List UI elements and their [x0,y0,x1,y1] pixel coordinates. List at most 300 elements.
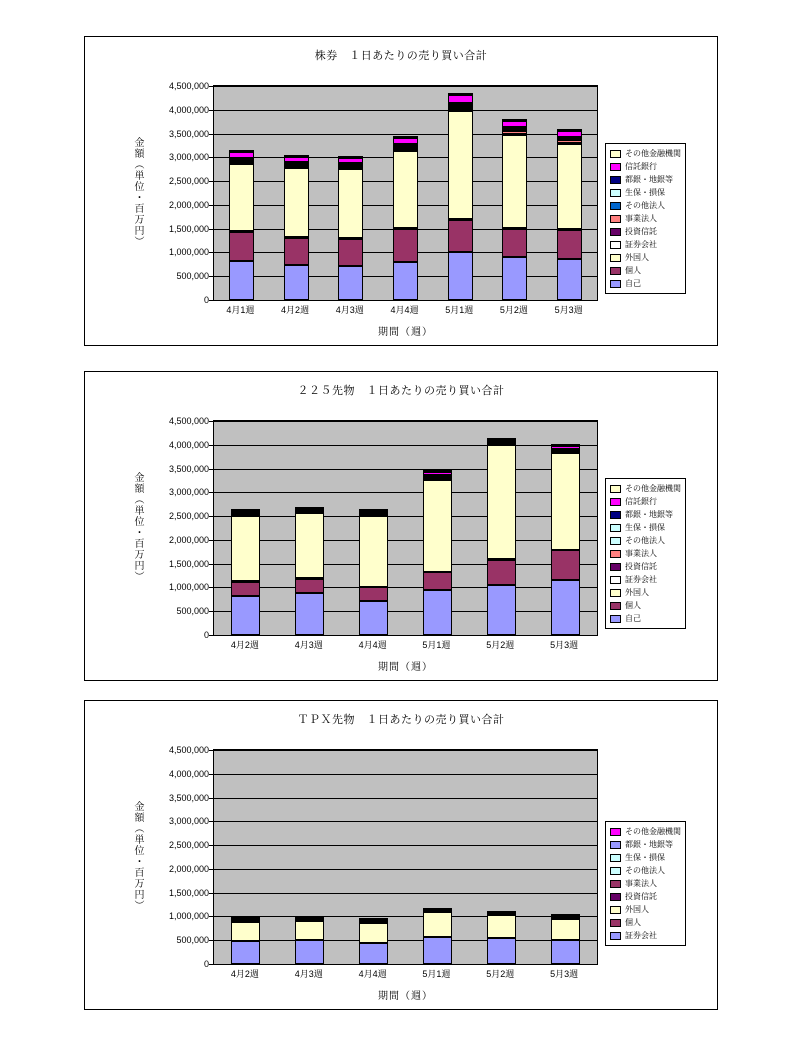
bar-segment [557,140,582,142]
y-axis-tick-label: 2,000,000 [168,199,209,210]
x-axis-label: 期間（週） [378,327,433,338]
legend-item [610,599,681,612]
y-axis-tick-mark [209,540,213,541]
legend-item [610,916,681,929]
legend-item [610,264,681,277]
bar-segment [551,580,580,635]
y-axis-tick-mark [209,205,213,206]
y-axis-tick-mark [209,421,213,422]
legend-label: 自己 [625,279,641,288]
legend-label: その他金融機関 [625,827,681,836]
bar-segment [231,509,260,511]
bar-segment [448,107,473,109]
legend-item [610,573,681,586]
y-axis-tick-mark [209,492,213,493]
x-axis-tick-label: 5月3週 [550,640,579,650]
bar-segment [551,919,580,940]
plot-area [213,420,598,636]
legend-label: 投資信託 [625,892,657,901]
legend-item [610,534,681,547]
x-axis-label: 期間（週） [378,662,433,673]
bar-segment [423,937,452,964]
legend-item [610,199,681,212]
grid-line [214,540,597,541]
legend-swatch [610,280,621,288]
legend-swatch [610,267,621,275]
bar-segment [338,239,363,266]
grid-line [214,774,597,775]
bar-segment [423,475,452,477]
grid-line [214,750,597,751]
chart-title: 株券 １日あたりの売り買い合計 [314,50,488,62]
legend-swatch [610,189,621,197]
bar-segment [423,908,452,910]
bar-segment [295,579,324,593]
bar-segment [231,917,260,919]
bar-segment [487,911,516,913]
legend-label: 外国人 [625,253,649,262]
legend-swatch [610,550,621,558]
legend-label: 個人 [625,601,641,610]
legend-item [610,864,681,877]
bar-segment [551,444,580,446]
bar-segment [393,229,418,262]
chart-legend [605,143,686,294]
legend-label: 事業法人 [625,549,657,558]
grid-line [214,445,597,446]
bar-segment [448,103,473,105]
bar-segment [487,560,516,585]
bar-segment [359,601,388,635]
y-axis-tick-label: 500,000 [176,606,209,617]
x-axis-ticks [213,303,598,319]
legend-swatch [610,854,621,862]
plot-area [213,749,598,965]
y-axis-tick-mark [209,774,213,775]
bar-segment [295,921,324,940]
bar-segment [551,940,580,964]
bar-segment [557,230,582,259]
y-axis-tick-mark [209,611,213,612]
bar-segment [551,446,580,449]
legend-swatch [610,498,621,506]
y-axis-tick-label: 3,500,000 [168,128,209,139]
y-axis-tick-label: 1,500,000 [168,887,209,898]
bar-segment [551,453,580,550]
bar-segment [231,596,260,635]
legend-swatch [610,841,621,849]
legend-item [610,521,681,534]
x-axis-tick-label: 5月3週 [554,305,583,315]
x-axis-tick-label: 4月1週 [226,305,255,315]
bar-segment [359,943,388,964]
grid-line [214,845,597,846]
bar-segment [295,507,324,509]
y-axis-tick-mark [209,964,213,965]
bar-segment [423,590,452,635]
bar-segment [284,265,309,300]
y-axis-ticks [145,416,209,640]
y-axis-tick-mark [209,276,213,277]
legend-swatch [610,202,621,210]
bar-segment [487,441,516,443]
legend-label: その他法人 [625,201,665,210]
y-axis-tick-label: 2,000,000 [168,863,209,874]
bar-segment [231,516,260,582]
bar-segment [393,138,418,144]
chart-title: ２２５先物 １日あたりの売り買い合計 [297,385,505,397]
bar-segment [423,472,452,475]
bar-segment [229,161,254,163]
x-axis-tick-label: 4月3週 [335,305,364,315]
y-axis-tick-mark [209,916,213,917]
legend-swatch [610,485,621,493]
legend-item [610,612,681,625]
bar-stack [359,421,388,635]
bar-segment [557,129,582,131]
x-axis-tick-label: 5月2週 [499,305,528,315]
y-axis-tick-mark [209,516,213,517]
legend-swatch [610,880,621,888]
grid-line [214,916,597,917]
x-axis-tick-label: 5月3週 [550,969,579,979]
bar-segment [557,144,582,229]
y-axis-tick-label: 1,000,000 [168,582,209,593]
legend-swatch [610,867,621,875]
y-axis-tick-label: 4,500,000 [168,745,209,755]
bar-segment [448,252,473,300]
x-axis-tick-label: 4月2週 [230,640,259,650]
y-axis-ticks [145,81,209,305]
bar-stack [295,421,324,635]
legend-label: 信託銀行 [625,497,657,506]
y-axis-tick-mark [209,821,213,822]
y-axis-tick-mark [209,86,213,87]
legend-label: 証券会社 [625,240,657,249]
bar-segment [502,135,527,228]
y-axis-tick-mark [209,798,213,799]
y-axis-tick-mark [209,134,213,135]
plot-area [213,85,598,301]
legend-swatch [610,906,621,914]
bar-segment [359,923,388,943]
legend-item [610,238,681,251]
bar-segment [338,156,363,158]
bar-stack [487,750,516,964]
legend-label: 個人 [625,918,641,927]
bar-stack [423,750,452,964]
y-axis-tick-mark [209,157,213,158]
bar-segment [448,93,473,95]
y-axis-tick-label: 3,000,000 [168,152,209,163]
legend-swatch [610,228,621,236]
bar-segment [295,940,324,964]
y-axis-tick-label: 4,500,000 [168,81,209,91]
bar-stack [551,421,580,635]
legend-swatch [610,828,621,836]
bar-segment [423,912,452,937]
x-axis-tick-label: 4月2週 [230,969,259,979]
bar-stack [231,750,260,964]
legend-label: その他法人 [625,536,665,545]
x-axis-tick-label: 4月2週 [281,305,310,315]
bar-stack [502,86,527,300]
legend-item [610,186,681,199]
bar-segment [551,550,580,579]
legend-item [610,838,681,851]
bar-segment [487,938,516,964]
legend-swatch [610,563,621,571]
y-axis-tick-mark [209,469,213,470]
legend-label: その他金融機関 [625,484,681,493]
bar-segment [284,238,309,265]
legend-swatch [610,615,621,623]
chart-title: ＴＰＸ先物 １日あたりの売り買い合計 [297,714,505,726]
x-axis-tick-label: 5月2週 [486,969,515,979]
legend-item [610,851,681,864]
legend-label: 信託銀行 [625,162,657,171]
legend-item [610,890,681,903]
y-axis-tick-label: 2,500,000 [168,511,209,522]
bar-segment [229,152,254,157]
legend-label: 事業法人 [625,214,657,223]
y-axis-tick-label: 3,500,000 [168,463,209,474]
bar-segment [487,445,516,559]
legend-swatch [610,537,621,545]
legend-swatch [610,893,621,901]
bar-stack [231,421,260,635]
bar-segment [502,131,527,133]
grid-line [214,869,597,870]
bar-segment [231,582,260,596]
bar-segment [295,593,324,635]
bar-stack [338,86,363,300]
legend-item [610,147,681,160]
legend-label: 事業法人 [625,879,657,888]
x-axis-tick-label: 5月1週 [422,640,451,650]
x-axis-tick-label: 5月2週 [486,640,515,650]
legend-item [610,560,681,573]
x-axis-ticks [213,638,598,654]
y-axis-tick-label: 3,000,000 [168,816,209,827]
legend-swatch [610,576,621,584]
bar-stack [229,86,254,300]
legend-swatch [610,150,621,158]
y-axis-tick-mark [209,181,213,182]
bar-segment [551,914,580,916]
chart-legend [605,478,686,629]
bar-segment [487,915,516,938]
legend-item [610,225,681,238]
x-axis-tick-label: 4月4週 [358,969,387,979]
y-axis-tick-label: 2,500,000 [168,176,209,187]
x-axis-tick-label: 5月1週 [422,969,451,979]
legend-swatch [610,602,621,610]
legend-item [610,160,681,173]
bar-segment [487,438,516,440]
bar-segment [359,509,388,511]
y-axis-tick-mark [209,445,213,446]
legend-swatch [610,215,621,223]
bar-segment [338,158,363,163]
x-axis-ticks [213,967,598,983]
x-axis-tick-label: 4月4週 [358,640,387,650]
y-axis-tick-label: 1,000,000 [168,247,209,258]
chart-panel-topix-futures [84,700,718,1010]
bar-stack [284,86,309,300]
bar-segment [359,587,388,600]
bar-segment [295,916,324,918]
legend-swatch [610,163,621,171]
legend-item [610,277,681,290]
bar-segment [393,262,418,300]
legend-item [610,903,681,916]
grid-line [214,940,597,941]
grid-line [214,564,597,565]
bar-stack [487,421,516,635]
legend-label: 生保・損保 [625,523,665,532]
grid-line [214,516,597,517]
y-axis-tick-mark [209,252,213,253]
bar-segment [423,470,452,472]
x-axis-tick-label: 4月4週 [390,305,419,315]
chart-panel-stocks [84,36,718,346]
legend-label: 都銀・地銀等 [625,840,673,849]
legend-item [610,547,681,560]
y-axis-tick-label: 4,500,000 [168,416,209,426]
bar-segment [487,585,516,635]
grid-line [214,798,597,799]
legend-item [610,173,681,186]
y-axis-tick-label: 500,000 [176,271,209,282]
legend-item [610,482,681,495]
y-axis-tick-mark [209,893,213,894]
y-axis-tick-label: 2,000,000 [168,534,209,545]
chart-legend [605,821,686,946]
grid-line [214,587,597,588]
y-axis-tick-mark [209,635,213,636]
bar-segment [359,516,388,587]
bar-stack [295,750,324,964]
y-axis-tick-label: 0 [203,630,209,640]
legend-swatch [610,254,621,262]
y-axis-label: 金額（単位・百万円） [132,137,143,247]
legend-swatch [610,524,621,532]
bar-segment [448,95,473,103]
y-axis-tick-mark [209,869,213,870]
bar-segment [284,168,309,237]
y-axis-tick-label: 1,500,000 [168,223,209,234]
y-axis-tick-label: 4,000,000 [168,439,209,450]
bar-stack [423,421,452,635]
x-axis-tick-label: 4月3週 [294,969,323,979]
bar-segment [295,513,324,579]
legend-label: その他金融機関 [625,149,681,158]
bar-segment [229,232,254,261]
y-axis-tick-label: 4,000,000 [168,104,209,115]
y-axis-tick-mark [209,229,213,230]
grid-line [214,611,597,612]
y-axis-tick-mark [209,940,213,941]
legend-label: 生保・損保 [625,853,665,862]
y-axis-tick-mark [209,564,213,565]
grid-line [214,492,597,493]
bar-segment [502,119,527,121]
bar-segment [502,229,527,258]
bar-segment [231,922,260,941]
bar-stack [393,86,418,300]
legend-swatch [610,932,621,940]
bar-segment [448,111,473,219]
bar-segment [423,480,452,572]
y-axis-tick-label: 4,000,000 [168,768,209,779]
legend-item [610,877,681,890]
bar-segment [229,150,254,152]
legend-swatch [610,511,621,519]
y-axis-tick-label: 500,000 [176,935,209,946]
bar-stack [448,86,473,300]
y-axis-tick-label: 2,500,000 [168,840,209,851]
legend-item [610,508,681,521]
legend-item [610,212,681,225]
bar-segment [502,257,527,300]
y-axis-tick-label: 0 [203,959,209,969]
legend-swatch [610,176,621,184]
y-axis-ticks [145,745,209,969]
bar-segment [551,449,580,451]
bar-segment [502,121,527,127]
bar-segment [284,155,309,157]
y-axis-tick-mark [209,587,213,588]
bar-segment [423,572,452,590]
x-axis-tick-label: 4月3週 [294,640,323,650]
x-axis-tick-label: 5月1週 [445,305,474,315]
legend-label: 個人 [625,266,641,275]
legend-swatch [610,919,621,927]
legend-item [610,251,681,264]
legend-label: 投資信託 [625,562,657,571]
y-axis-tick-mark [209,750,213,751]
y-axis-label: 金額（単位・百万円） [132,472,143,582]
chart-panel-225-futures [84,371,718,681]
legend-label: 証券会社 [625,575,657,584]
bar-segment [284,157,309,162]
y-axis-tick-mark [209,300,213,301]
legend-item [610,929,681,942]
legend-label: 外国人 [625,905,649,914]
bar-segment [393,147,418,149]
bar-segment [338,169,363,238]
bar-stack [551,750,580,964]
grid-line [214,821,597,822]
bar-stack [557,86,582,300]
legend-swatch [610,241,621,249]
legend-item [610,495,681,508]
grid-line [214,893,597,894]
y-axis-tick-mark [209,845,213,846]
y-axis-tick-label: 1,500,000 [168,558,209,569]
grid-line [214,421,597,422]
legend-label: 証券会社 [625,931,657,940]
bar-segment [359,918,388,920]
y-axis-tick-label: 3,000,000 [168,487,209,498]
legend-label: 都銀・地銀等 [625,175,673,184]
legend-item [610,825,681,838]
grid-line [214,469,597,470]
bar-segment [229,164,254,231]
legend-label: 生保・損保 [625,188,665,197]
y-axis-tick-label: 1,000,000 [168,911,209,922]
